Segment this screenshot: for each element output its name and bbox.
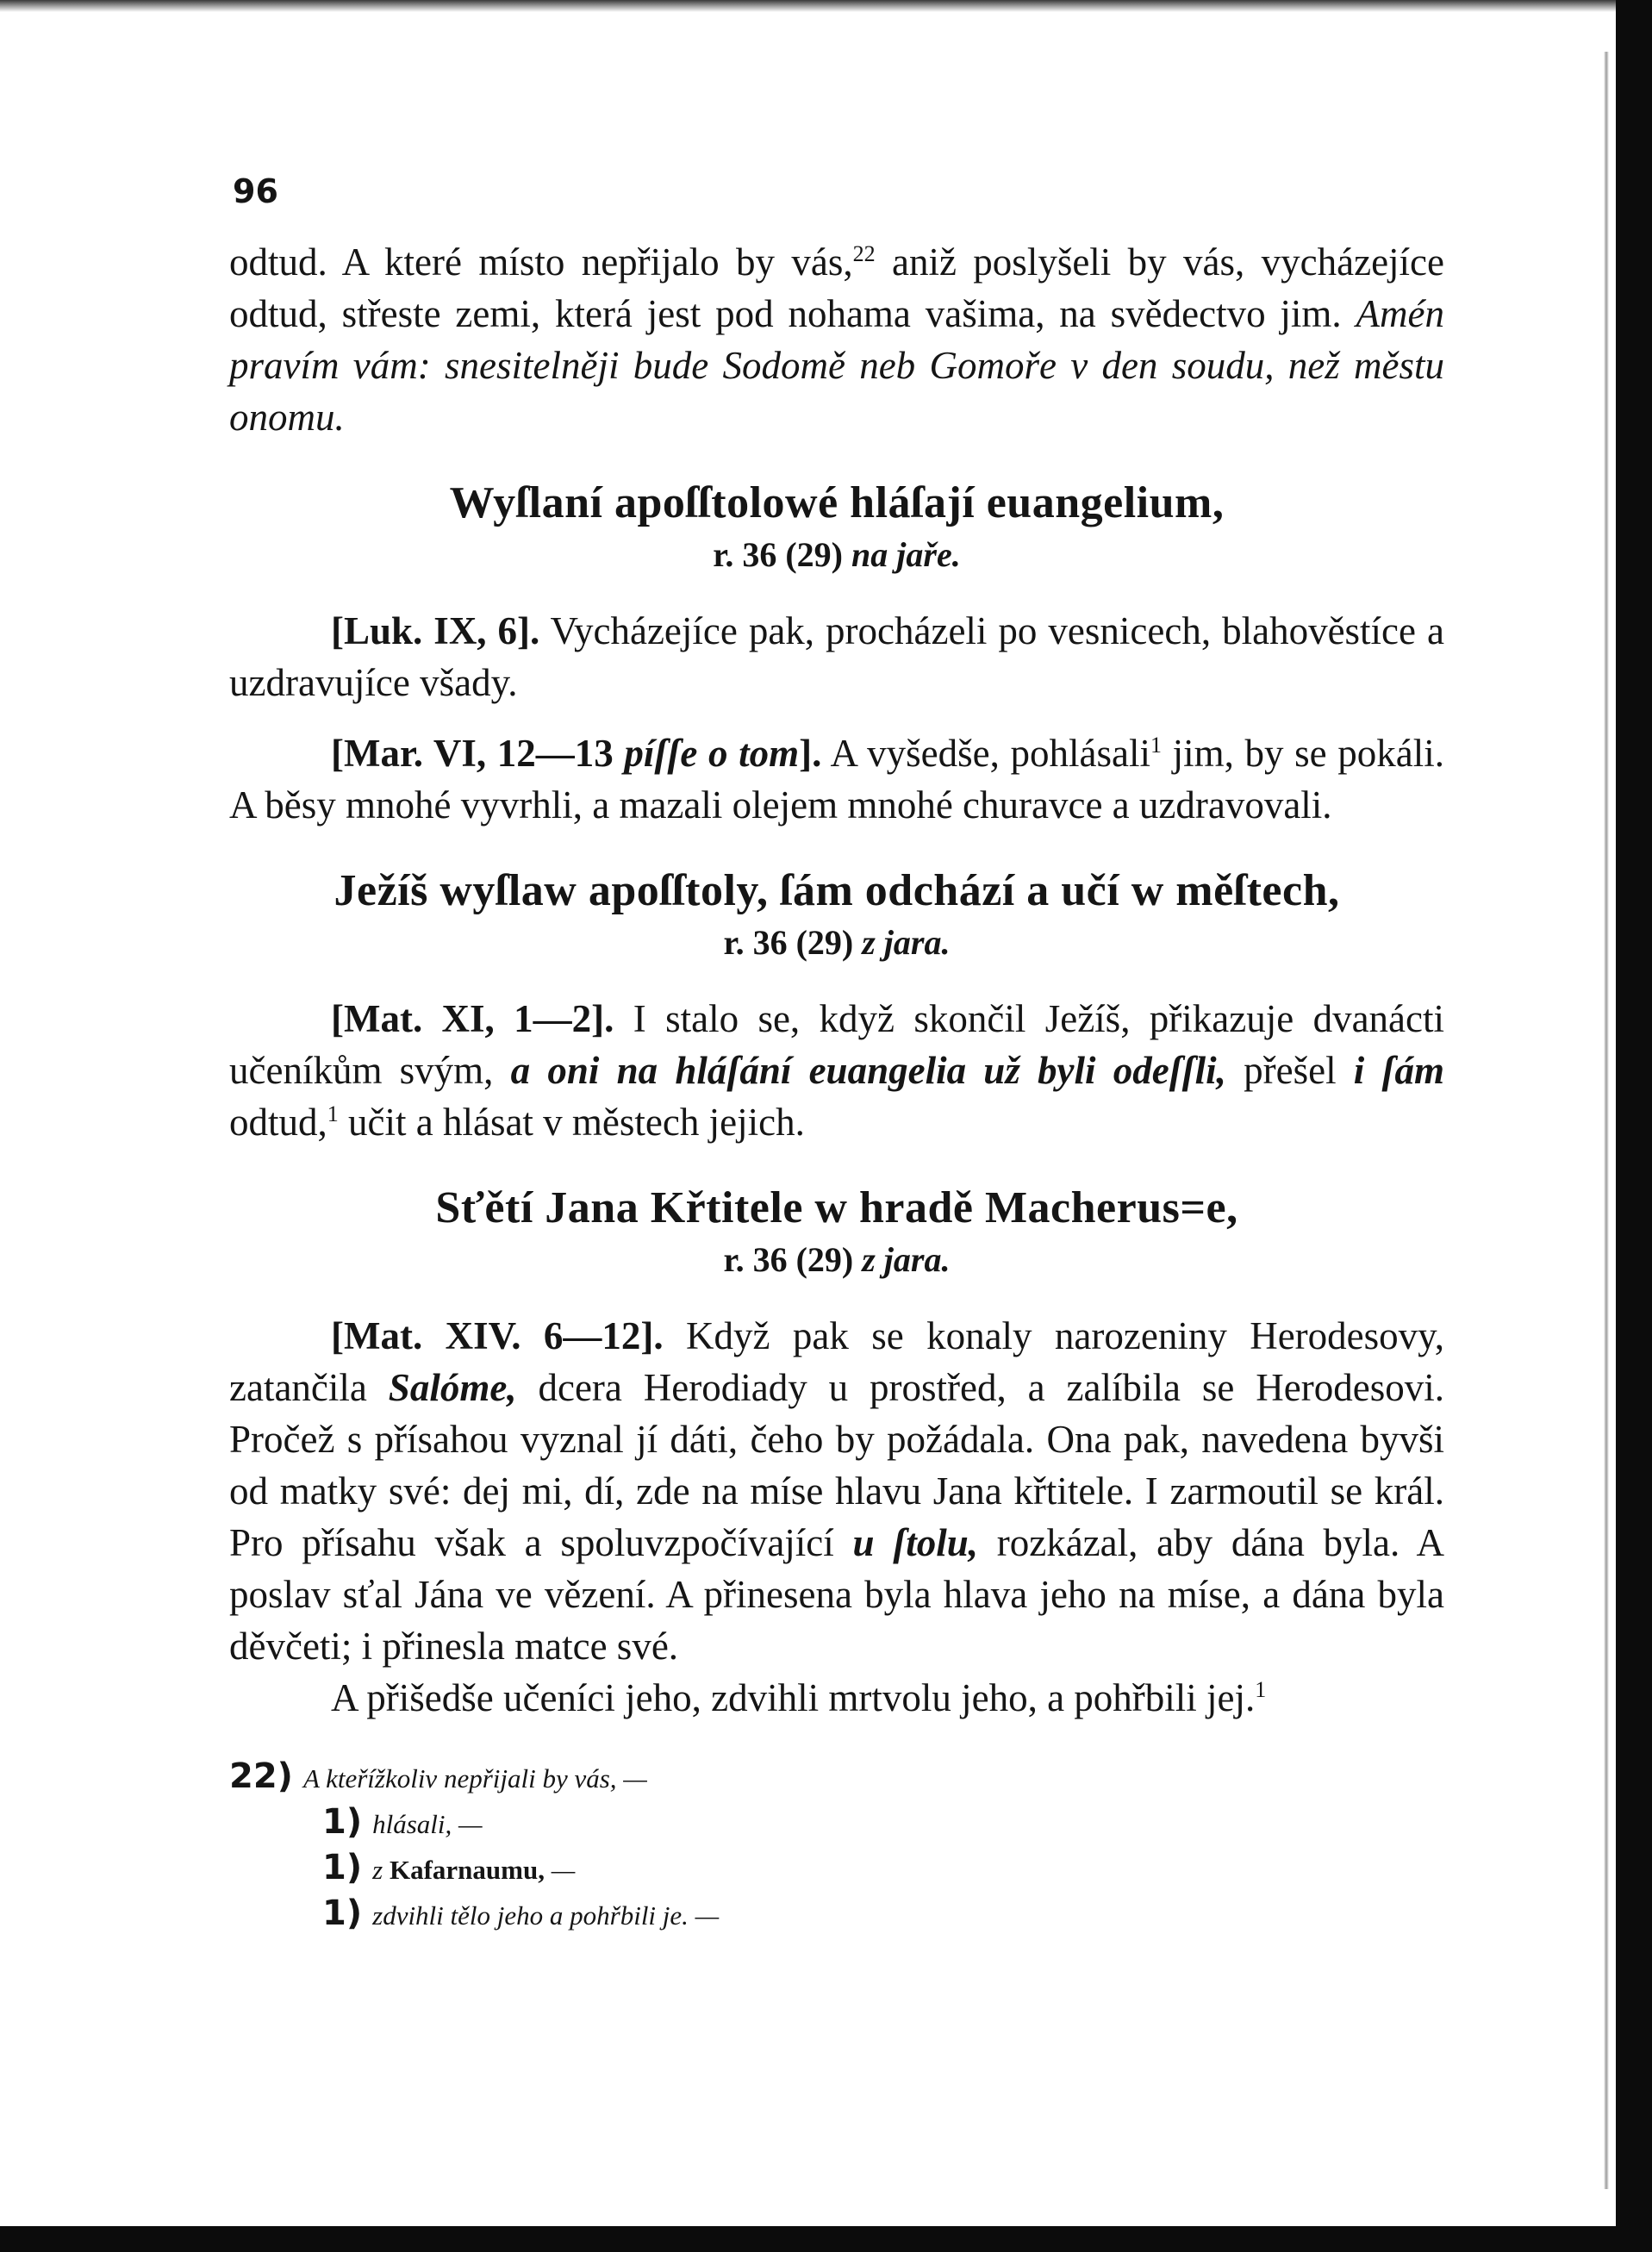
date-text: r. 36 (29) — [713, 535, 852, 574]
footnote-number: 1) — [322, 1848, 363, 1887]
paragraph-2 — [229, 605, 1444, 708]
gothic-text: u ſtolu, — [852, 1521, 979, 1564]
text: aniž poslyšeli by vás, vycházejíce odtud, střeste zemi, která jest pod nohama vašima, na svědectvo jim. — [229, 240, 1444, 335]
footnote-ref: 22 — [852, 241, 876, 266]
page-fold-shadow — [1604, 52, 1609, 2189]
footnote-text: hlásali, — — [372, 1809, 483, 1839]
scripture-reference: [Luk. IX, 6]. — [331, 609, 540, 652]
paragraph-5 — [229, 1310, 1444, 1672]
paragraph-1 — [229, 236, 1444, 443]
text: přešel — [1225, 1049, 1354, 1092]
footnote-ref: 1 — [327, 1101, 339, 1126]
footnotes — [229, 1755, 1444, 1937]
text: odtud, — [229, 1101, 327, 1144]
scripture-reference-end: ]. — [799, 732, 822, 775]
footnote-22 — [229, 1755, 1444, 1800]
text: Vycházejíce pak, procházeli po vesnicech, blahověstíce a uzdravujíce všady. — [229, 609, 1444, 704]
footnote-number: 1) — [322, 1893, 363, 1933]
gothic-text: i ſám — [1353, 1049, 1444, 1092]
footnote-1b — [229, 1846, 1444, 1892]
page-number: 96 — [233, 172, 278, 210]
paragraph-6 — [229, 1672, 1444, 1724]
section-heading-2: Ježíš wyſlaw apoſſtoly, ſám odchází a učí w měſtech, — [334, 866, 1340, 915]
paragraph-3 — [229, 727, 1444, 831]
scripture-reference: [Mat. XIV. 6—12]. — [331, 1314, 664, 1357]
scripture-reference: [Mar. VI, 12—13 — [331, 732, 625, 775]
footnote-text: z — [372, 1855, 390, 1885]
text: A přišedše učeníci jeho, zdvihli mrtvolu jeho, a pohřbili jej. — [331, 1676, 1256, 1719]
gothic-text: píſſe o tom — [624, 732, 800, 775]
scan-top-edge — [0, 0, 1652, 12]
season-text: na jaře. — [851, 535, 961, 574]
footnote-ref: 1 — [1255, 1677, 1267, 1702]
section-heading-1: Wyſlaní apoſſtolowé hláſají euangelium, — [449, 478, 1225, 527]
gothic-text: a oni na hláſání euangelia už byli odeſſli, — [510, 1049, 1226, 1092]
footnote-text: zdvihli tělo jeho a pohřbili je. — — [372, 1900, 720, 1931]
text: A vyšedše, pohlásali — [821, 732, 1150, 775]
section-date-1 — [229, 531, 1444, 579]
text: jim, by se pokáli. A běsy mnohé vyvrhli, a mazali olejem mnohé churavce a uzdravovali. — [229, 732, 1445, 827]
section-heading-3: Sťětí Jana Křtitele w hradě Macherus=e, — [435, 1183, 1238, 1232]
footnote-1a — [229, 1800, 1444, 1846]
text: rozkázal, aby dána byla. A poslav sťal Jána ve vězení. A přinesena byla hlava jeho na míse, a dána byla děvčeti; i přinesla matce své. — [229, 1521, 1444, 1668]
footnote-number: 22) — [229, 1756, 293, 1796]
paragraph-4 — [229, 993, 1444, 1148]
gothic-text: Salóme, — [388, 1366, 517, 1409]
footnote-text: — — [544, 1855, 576, 1885]
page-body — [229, 172, 1444, 1937]
italic-text: Amén pravím vám: snesitelněji bude Sodomě neb Gomoře v den soudu, než městu onomu. — [229, 292, 1444, 439]
footnote-number: 1) — [322, 1802, 363, 1842]
text: dcera Herodiady u prostřed, a zalíbila se Herodesovi. Pročež s přísahou vyznal jí dáti, čeho by požádala. Ona pak, navedena byvši od matky své: dej mi, dí, zde na míse hlavu Jana křtitele. I zarmoutil se král. Pro přísahu však a spoluvzpočívající — [229, 1366, 1444, 1564]
section-date-2 — [229, 919, 1444, 967]
section-date-3 — [229, 1236, 1444, 1284]
season-text: z jara. — [862, 923, 951, 962]
footnote-1c — [229, 1892, 1444, 1937]
date-text: r. 36 (29) — [723, 1240, 863, 1279]
text: odtud. A které místo nepřijalo by vás, — [229, 240, 853, 284]
footnote-ref: 1 — [1150, 733, 1162, 758]
scan-right-edge — [1616, 0, 1652, 2252]
text: I stalo se, když skončil Ježíš, přikazuje dvanácti učeníkům svým, — [229, 997, 1444, 1092]
date-text: r. 36 (29) — [723, 923, 863, 962]
footnote-text: A kteřížkoliv nepřijali by vás, — — [302, 1763, 647, 1793]
text: Když pak se konaly narozeniny Herodesovy, zatančila — [229, 1314, 1444, 1409]
scripture-reference: [Mat. XI, 1—2]. — [331, 997, 614, 1040]
scan-bottom-edge — [0, 2226, 1652, 2252]
gothic-text: Kafarnaumu, — [389, 1855, 545, 1885]
season-text: z jara. — [862, 1240, 951, 1279]
text: učit a hlásat v městech jejich. — [338, 1101, 805, 1144]
